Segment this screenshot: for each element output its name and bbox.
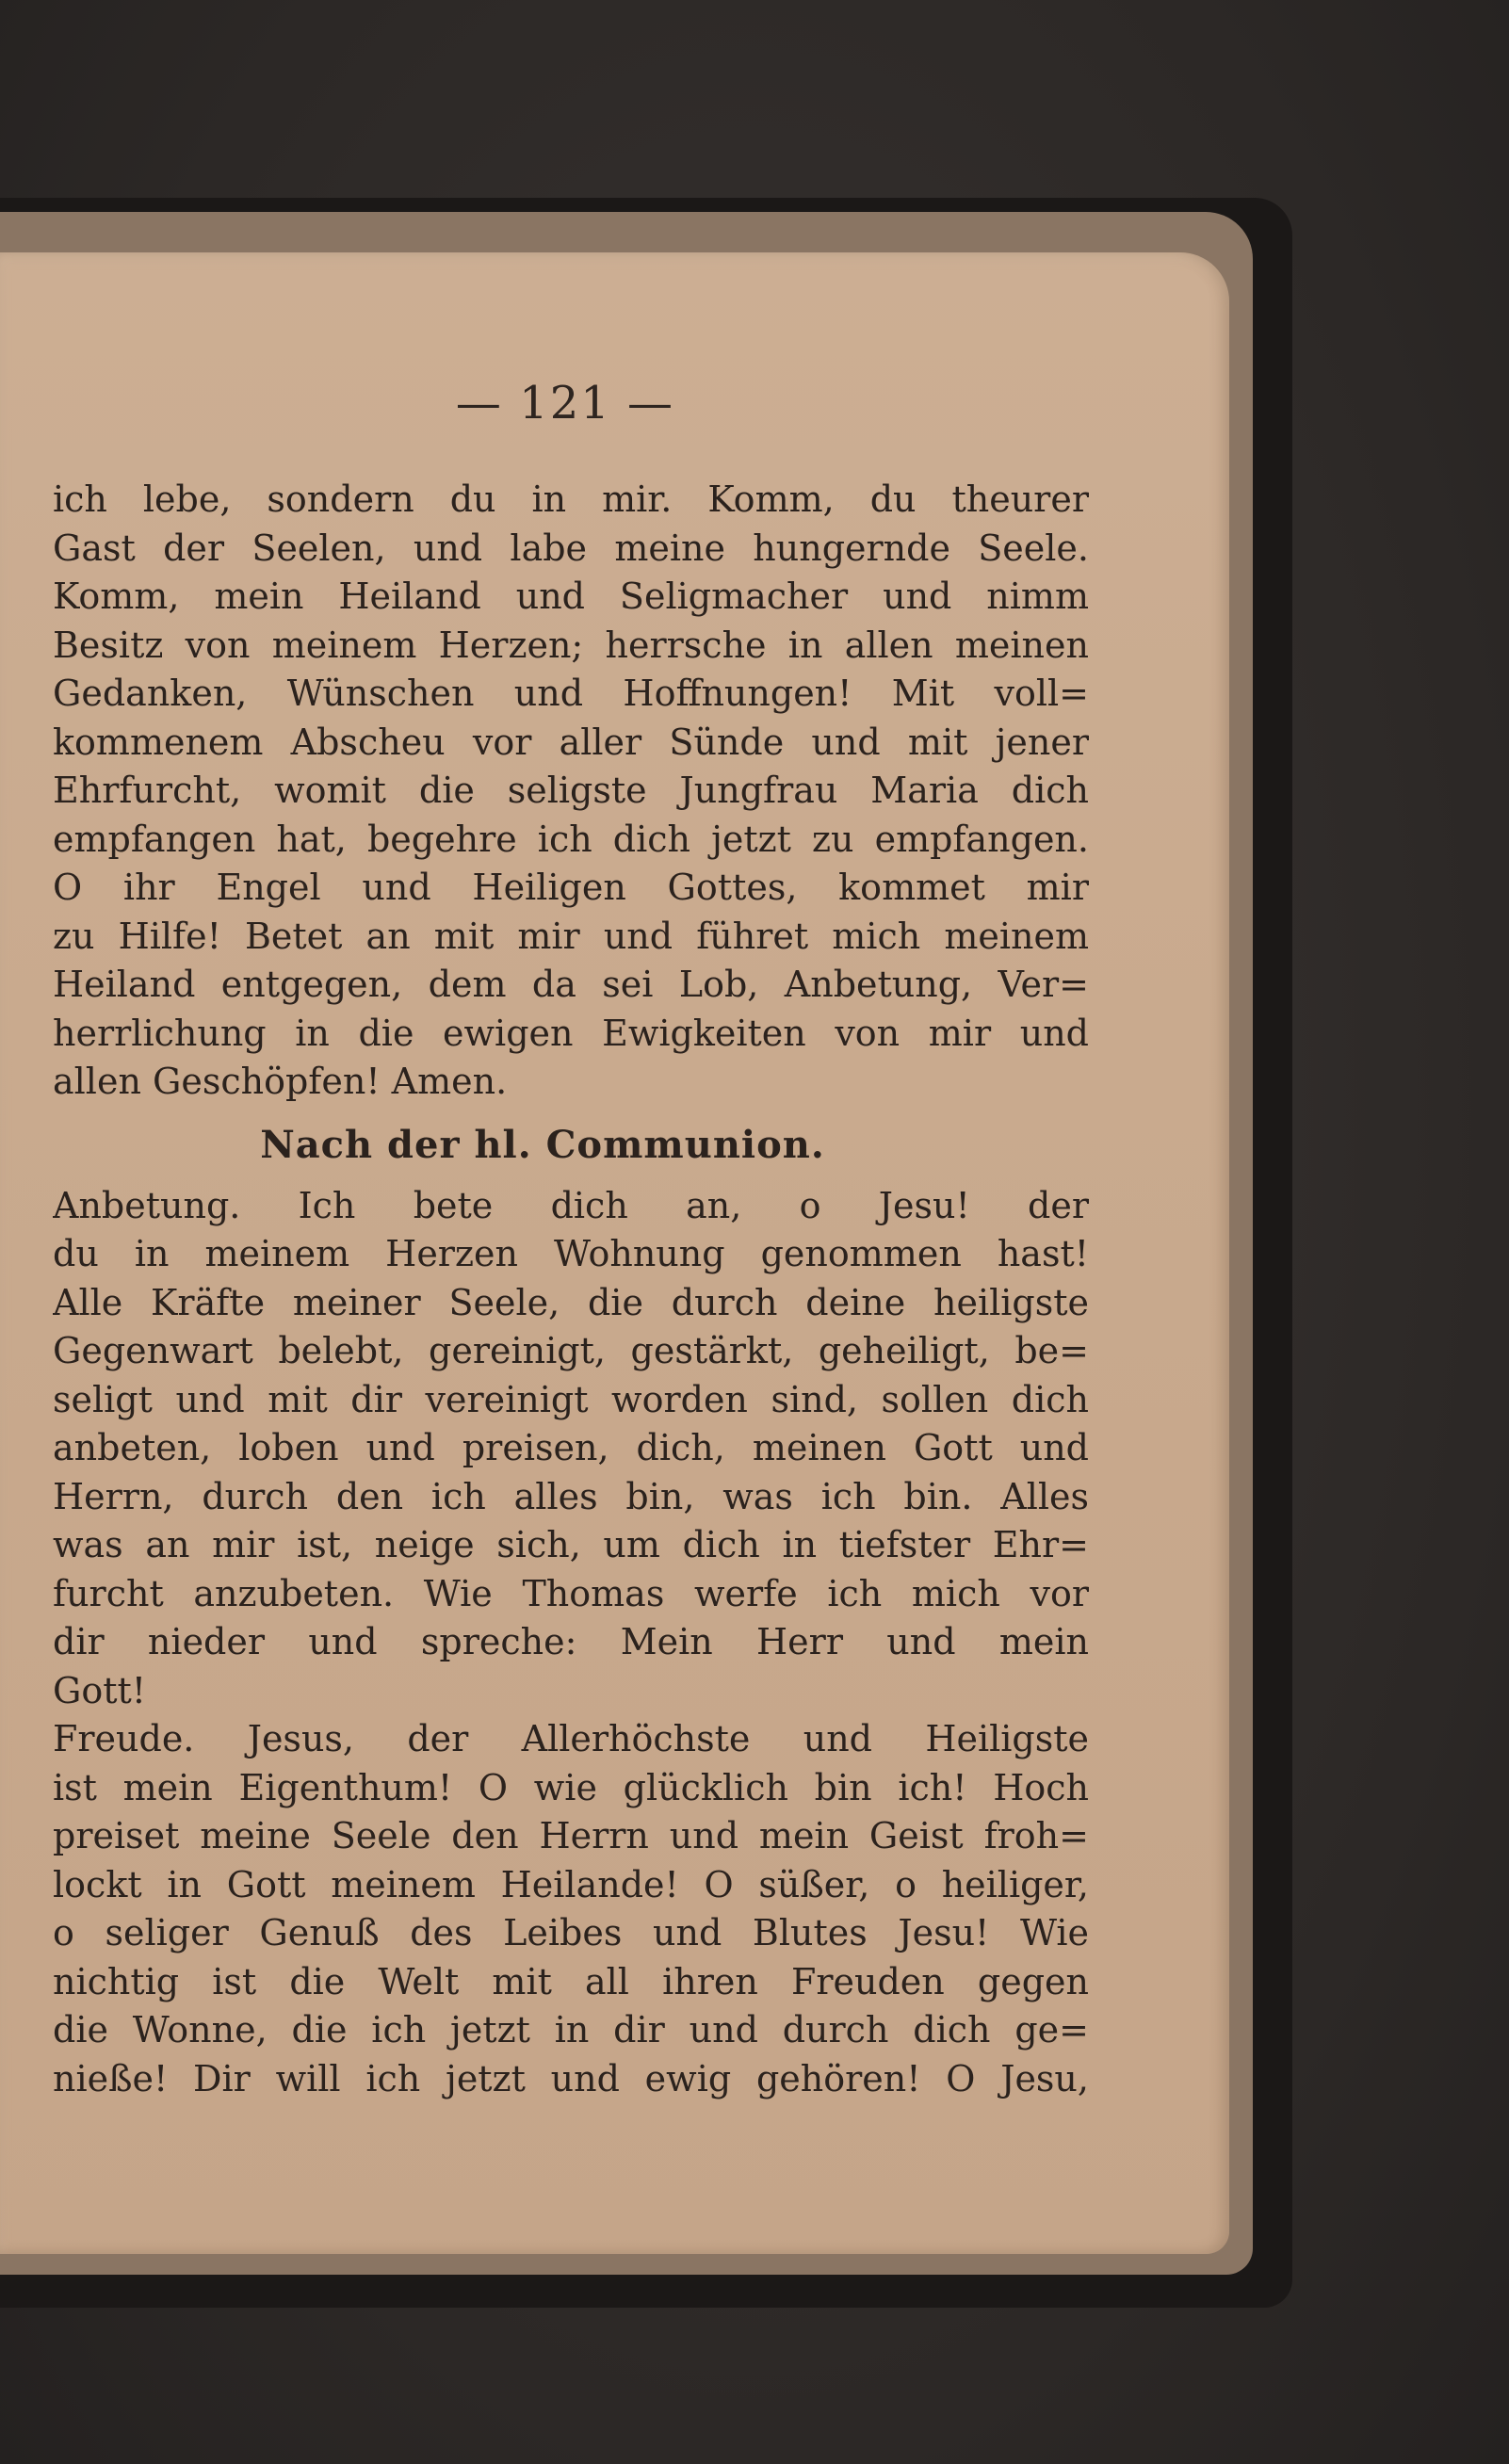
text-line: nieße! Dir will ich jetzt und ewig gehören! O Jesu,: [53, 2057, 1089, 2099]
text-line: zu Hilfe! Betet an mit mir und führet mich meinem: [53, 915, 1089, 957]
text-line: Anbetung. Ich bete dich an, o Jesu! der: [53, 1184, 1089, 1226]
text-line: Heiland entgegen, dem da sei Lob, Anbetung, Ver=: [53, 964, 1089, 1005]
text-line: Ehrfurcht, womit die seligste Jungfrau Maria dich: [53, 770, 1089, 811]
text-line: o seliger Genuß des Leibes und Blutes Jesu! Wie: [53, 1912, 1089, 1953]
text-line: Gegenwart belebt, gereinigt, gestärkt, geheiligt, be=: [53, 1330, 1089, 1371]
paragraph-prayer-before: [53, 476, 1089, 864]
paragraph-adoration: [53, 1182, 1089, 1716]
text-line: kommenem Abscheu vor aller Sünde und mit jener: [53, 721, 1089, 763]
text-line: anbeten, loben und preisen, dich, meinen Gott und: [53, 1427, 1089, 1468]
text-line: Gedanken, Wünschen und Hoffnungen! Mit voll=: [53, 673, 1089, 714]
text-line: Gast der Seelen, und labe meine hungernde Seele.: [53, 527, 1089, 569]
text-line: Herrn, durch den ich alles bin, was ich bin. Alles: [53, 1475, 1089, 1517]
text-line: ist mein Eigenthum! O wie glücklich bin ich! Hoch: [53, 1766, 1089, 1808]
text-line: furcht anzubeten. Wie Thomas werfe ich mich vor: [53, 1572, 1089, 1614]
text-line: allen Geschöpfen! Amen.: [53, 1061, 508, 1102]
page-text: [53, 476, 1089, 2103]
text-line: die Wonne, die ich jetzt in dir und durch dich ge=: [53, 2009, 1089, 2051]
text-line: seligt und mit dir vereinigt worden sind, sollen dich: [53, 1378, 1089, 1420]
section-heading: Nach der hl. Communion.: [260, 1122, 825, 1167]
text-line: dir nieder und spreche: Mein Herr und mein: [53, 1621, 1089, 1662]
text-line: Alle Kräfte meiner Seele, die durch deine heiligste: [53, 1281, 1089, 1323]
text-line: ich lebe, sondern du in mir. Komm, du theurer: [53, 478, 1089, 520]
text-line: preiset meine Seele den Herrn und mein Geist froh=: [53, 1815, 1089, 1856]
paragraph-invocation: [53, 864, 1089, 1107]
text-line: du in meinem Herzen Wohnung genommen hast!: [53, 1233, 1089, 1274]
text-line: O ihr Engel und Heiligen Gottes, kommet mir: [53, 867, 1089, 908]
text-line: Gott!: [53, 1669, 147, 1711]
text-line: Komm, mein Heiland und Seligmacher und nimm: [53, 575, 1089, 617]
text-line: was an mir ist, neige sich, um dich in tiefster Ehr=: [53, 1524, 1089, 1565]
text-line: nichtig ist die Welt mit all ihren Freuden gegen: [53, 1960, 1089, 2002]
text-line: Freude. Jesus, der Allerhöchste und Heiligste: [53, 1718, 1089, 1759]
page-number: — 121 —: [455, 377, 675, 430]
text-line: empfangen hat, begehre ich dich jetzt zu empfangen.: [53, 818, 1089, 860]
text-line: lockt in Gott meinem Heilande! O süßer, o heiliger,: [53, 1863, 1089, 1905]
paragraph-joy: [53, 1715, 1089, 2103]
text-line: Besitz von meinem Herzen; herrsche in allen meinen: [53, 624, 1089, 666]
text-line: herrlichung in die ewigen Ewigkeiten von mir und: [53, 1012, 1089, 1054]
